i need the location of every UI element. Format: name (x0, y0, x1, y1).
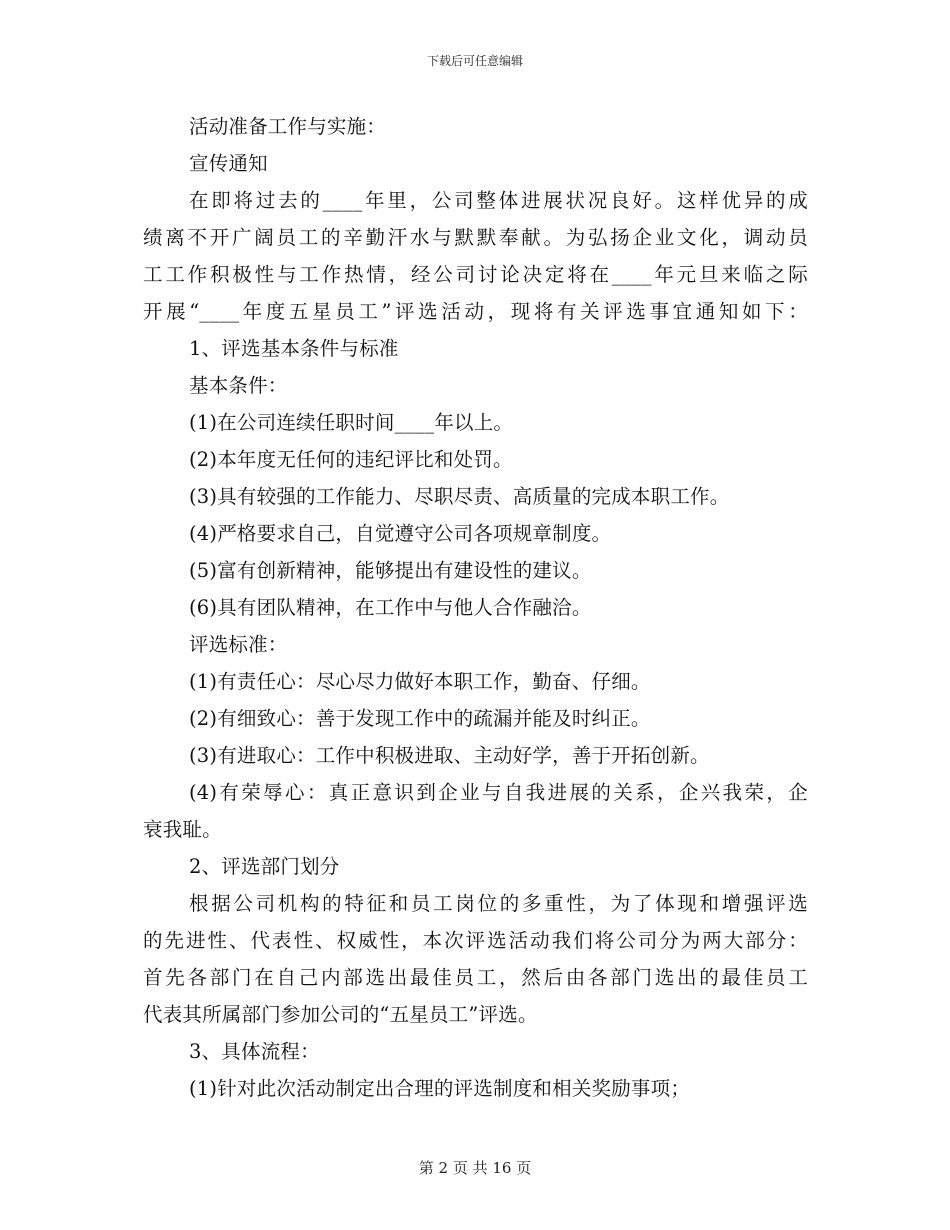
text-line: (5)富有创新精神，能够提出有建设性的建议。 (189, 559, 592, 582)
text-line: 评选标准： (189, 633, 288, 656)
text-line: 衰我耻。 (143, 818, 222, 841)
text-line: 基本条件： (189, 374, 288, 397)
text-line: (4)有荣辱心：真正意识到企业与自我进展的关系，企兴我荣，企 (189, 781, 808, 804)
text-line: 1、评选基本条件与标准 (189, 337, 399, 360)
text-line: 绩离不开广阔员工的辛勤汗水与默默奉献。为弘扬企业文化，调动员 (143, 226, 808, 249)
text-line: (4)严格要求自己，自觉遵守公司各项规章制度。 (189, 522, 612, 545)
text-line: (3)有进取心：工作中积极进取、主动好学，善于开拓创新。 (189, 744, 710, 767)
text-line: (1)有责任心：尽心尽力做好本职工作，勤奋、仔细。 (189, 670, 651, 693)
text-line: 工工作积极性与工作热情，经公司讨论决定将在____年元旦来临之际 (143, 263, 808, 286)
text-line: 在即将过去的____年里，公司整体进展状况良好。这样优异的成 (189, 189, 808, 212)
text-line: 根据公司机构的特征和员工岗位的多重性，为了体现和增强评选 (189, 892, 808, 915)
text-line: 开展“____年度五星员工”评选活动，现将有关评选事宜通知如下： (143, 300, 808, 323)
text-line: (3)具有较强的工作能力、尽职尽责、高质量的完成本职工作。 (189, 485, 730, 508)
text-line: (6)具有团队精神，在工作中与他人合作融洽。 (189, 596, 592, 619)
page-number: 第 2 页 共 16 页 (418, 1159, 532, 1177)
text-line: (1)在公司连续任职时间____年以上。 (189, 411, 514, 434)
text-line: 2、评选部门划分 (189, 855, 340, 878)
text-line: (2)有细致心：善于发现工作中的疏漏并能及时纠正。 (189, 707, 651, 730)
text-line: (2)本年度无任何的违纪评比和处罚。 (189, 448, 513, 471)
text-line: 宣传通知 (189, 152, 268, 175)
text-line: 首先各部门在自己内部选出最佳员工，然后由各部门选出的最佳员工 (143, 966, 808, 989)
text-line: 3、具体流程： (189, 1040, 320, 1063)
document-body (143, 108, 808, 1107)
text-line: 的先进性、代表性、权威性，本次评选活动我们将公司分为两大部分： (143, 929, 808, 952)
page-header: 下载后可任意编辑 (426, 54, 523, 68)
text-line: 代表其所属部门参加公司的“五星员工”评选。 (143, 1003, 538, 1026)
text-line: 活动准备工作与实施： (189, 115, 387, 138)
text-line: (1)针对此次活动制定出合理的评选制度和相关奖励事项； (189, 1077, 691, 1100)
